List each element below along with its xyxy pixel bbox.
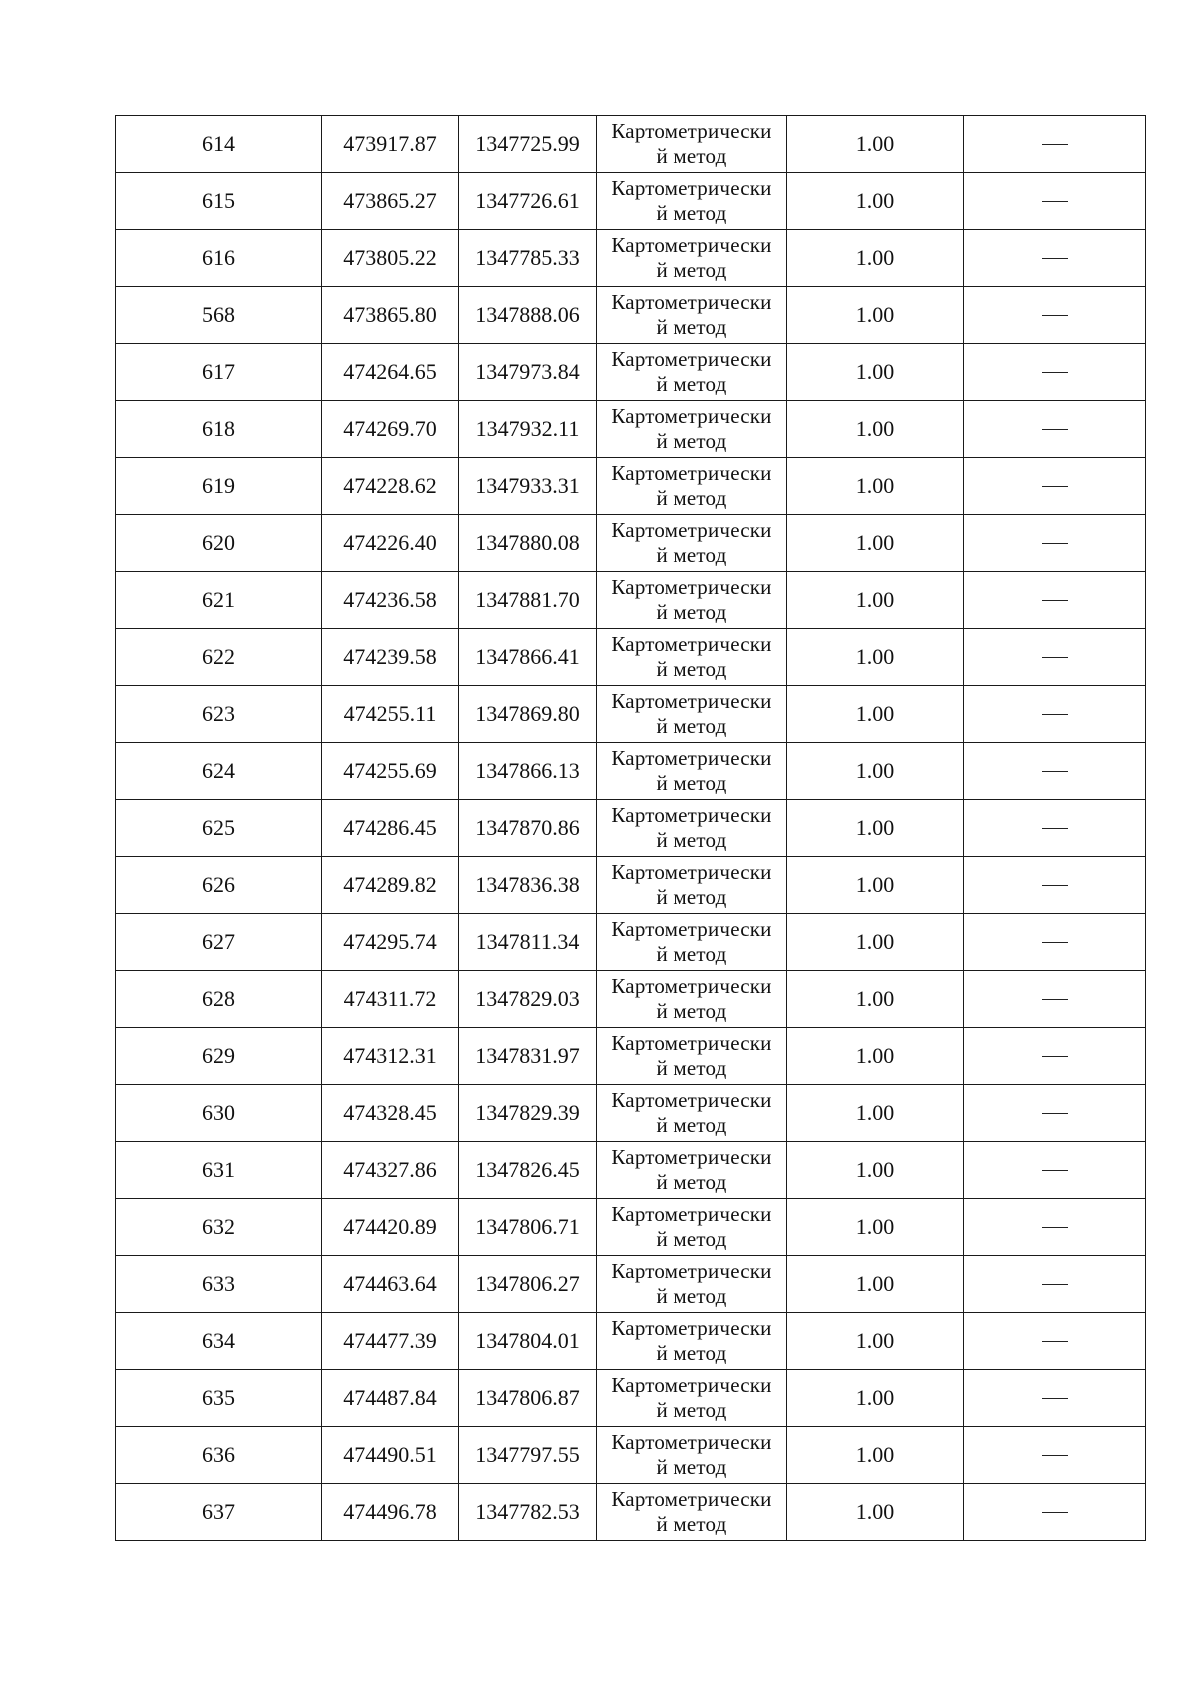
method-cell [597, 1199, 787, 1256]
method-text-line: й метод [656, 1512, 727, 1536]
note-cell [964, 230, 1146, 287]
accuracy-cell: 1.00 [787, 1370, 964, 1427]
accuracy-cell: 1.00 [787, 116, 964, 173]
method-text-line: Картометрически [611, 860, 772, 884]
method-text-line: й метод [656, 258, 727, 282]
note-cell [964, 1085, 1146, 1142]
method-cell [597, 287, 787, 344]
point-number-cell: 616 [116, 230, 322, 287]
coordinates-table [115, 115, 1146, 1541]
note-cell [964, 1427, 1146, 1484]
y-coordinate-cell: 1347829.39 [459, 1085, 597, 1142]
point-number-cell: 631 [116, 1142, 322, 1199]
y-coordinate-cell: 1347866.41 [459, 629, 597, 686]
note-cell [964, 1256, 1146, 1313]
y-coordinate-cell: 1347869.80 [459, 686, 597, 743]
y-coordinate-cell: 1347933.31 [459, 458, 597, 515]
note-cell [964, 743, 1146, 800]
table-row [116, 1370, 1146, 1427]
accuracy-cell: 1.00 [787, 344, 964, 401]
table-row [116, 230, 1146, 287]
accuracy-cell: 1.00 [787, 914, 964, 971]
note-cell [964, 857, 1146, 914]
method-cell [597, 1370, 787, 1427]
dash-mark [1042, 1170, 1068, 1171]
method-text-line: й метод [656, 543, 727, 567]
method-cell [597, 971, 787, 1028]
y-coordinate-cell: 1347826.45 [459, 1142, 597, 1199]
method-cell [597, 1484, 787, 1541]
dash-mark [1042, 885, 1068, 886]
dash-mark [1042, 1056, 1068, 1057]
method-text-line: й метод [656, 1056, 727, 1080]
note-cell [964, 1142, 1146, 1199]
table-row [116, 1427, 1146, 1484]
method-text-line: Картометрически [611, 1316, 772, 1340]
table-row [116, 116, 1146, 173]
method-cell [597, 230, 787, 287]
accuracy-cell: 1.00 [787, 1313, 964, 1370]
note-cell [964, 458, 1146, 515]
method-text-line: Картометрически [611, 290, 772, 314]
method-text-line: Картометрически [611, 1145, 772, 1169]
method-cell [597, 116, 787, 173]
y-coordinate-cell: 1347829.03 [459, 971, 597, 1028]
point-number-cell: 618 [116, 401, 322, 458]
point-number-cell: 615 [116, 173, 322, 230]
method-text-line: Картометрически [611, 689, 772, 713]
note-cell [964, 116, 1146, 173]
accuracy-cell: 1.00 [787, 1256, 964, 1313]
x-coordinate-cell: 473805.22 [322, 230, 459, 287]
dash-mark [1042, 1113, 1068, 1114]
dash-mark [1042, 600, 1068, 601]
dash-mark [1042, 999, 1068, 1000]
method-text-line: й метод [656, 1170, 727, 1194]
x-coordinate-cell: 474487.84 [322, 1370, 459, 1427]
method-text-line: Картометрически [611, 347, 772, 371]
method-cell [597, 344, 787, 401]
method-text-line: й метод [656, 372, 727, 396]
table-row [116, 1142, 1146, 1199]
dash-mark [1042, 429, 1068, 430]
dash-mark [1042, 828, 1068, 829]
dash-mark [1042, 543, 1068, 544]
dash-mark [1042, 1512, 1068, 1513]
accuracy-cell: 1.00 [787, 629, 964, 686]
method-text-line: й метод [656, 1284, 727, 1308]
table-row [116, 1199, 1146, 1256]
x-coordinate-cell: 474255.69 [322, 743, 459, 800]
accuracy-cell: 1.00 [787, 1085, 964, 1142]
method-cell [597, 629, 787, 686]
point-number-cell: 625 [116, 800, 322, 857]
x-coordinate-cell: 474490.51 [322, 1427, 459, 1484]
table-row [116, 800, 1146, 857]
method-cell [597, 515, 787, 572]
method-cell [597, 686, 787, 743]
method-text-line: Картометрически [611, 461, 772, 485]
dash-mark [1042, 1398, 1068, 1399]
note-cell [964, 800, 1146, 857]
method-cell [597, 1256, 787, 1313]
table-row [116, 629, 1146, 686]
table-row [116, 173, 1146, 230]
y-coordinate-cell: 1347806.27 [459, 1256, 597, 1313]
note-cell [964, 1313, 1146, 1370]
method-text-line: й метод [656, 714, 727, 738]
point-number-cell: 620 [116, 515, 322, 572]
accuracy-cell: 1.00 [787, 800, 964, 857]
point-number-cell: 630 [116, 1085, 322, 1142]
accuracy-cell: 1.00 [787, 515, 964, 572]
accuracy-cell: 1.00 [787, 686, 964, 743]
y-coordinate-cell: 1347806.71 [459, 1199, 597, 1256]
dash-mark [1042, 486, 1068, 487]
accuracy-cell: 1.00 [787, 1199, 964, 1256]
x-coordinate-cell: 474226.40 [322, 515, 459, 572]
method-text-line: Картометрически [611, 1088, 772, 1112]
y-coordinate-cell: 1347811.34 [459, 914, 597, 971]
point-number-cell: 624 [116, 743, 322, 800]
accuracy-cell: 1.00 [787, 173, 964, 230]
x-coordinate-cell: 474327.86 [322, 1142, 459, 1199]
method-text-line: й метод [656, 1113, 727, 1137]
point-number-cell: 627 [116, 914, 322, 971]
note-cell [964, 401, 1146, 458]
y-coordinate-cell: 1347881.70 [459, 572, 597, 629]
y-coordinate-cell: 1347806.87 [459, 1370, 597, 1427]
note-cell [964, 572, 1146, 629]
point-number-cell: 623 [116, 686, 322, 743]
table-row [116, 515, 1146, 572]
dash-mark [1042, 144, 1068, 145]
method-cell [597, 914, 787, 971]
accuracy-cell: 1.00 [787, 1142, 964, 1199]
x-coordinate-cell: 474295.74 [322, 914, 459, 971]
method-text-line: й метод [656, 144, 727, 168]
x-coordinate-cell: 474477.39 [322, 1313, 459, 1370]
method-cell [597, 458, 787, 515]
y-coordinate-cell: 1347836.38 [459, 857, 597, 914]
x-coordinate-cell: 474264.65 [322, 344, 459, 401]
note-cell [964, 971, 1146, 1028]
method-text-line: Картометрически [611, 233, 772, 257]
x-coordinate-cell: 474255.11 [322, 686, 459, 743]
method-text-line: й метод [656, 942, 727, 966]
y-coordinate-cell: 1347870.86 [459, 800, 597, 857]
accuracy-cell: 1.00 [787, 458, 964, 515]
point-number-cell: 621 [116, 572, 322, 629]
table-row [116, 1484, 1146, 1541]
note-cell [964, 1199, 1146, 1256]
dash-mark [1042, 771, 1068, 772]
y-coordinate-cell: 1347797.55 [459, 1427, 597, 1484]
x-coordinate-cell: 473917.87 [322, 116, 459, 173]
method-text-line: Картометрически [611, 917, 772, 941]
method-cell [597, 1142, 787, 1199]
method-text-line: Картометрически [611, 746, 772, 770]
note-cell [964, 173, 1146, 230]
accuracy-cell: 1.00 [787, 971, 964, 1028]
method-cell [597, 800, 787, 857]
table-row [116, 1313, 1146, 1370]
y-coordinate-cell: 1347880.08 [459, 515, 597, 572]
method-text-line: й метод [656, 657, 727, 681]
point-number-cell: 633 [116, 1256, 322, 1313]
dash-mark [1042, 315, 1068, 316]
table-row [116, 1028, 1146, 1085]
method-text-line: Картометрически [611, 1430, 772, 1454]
x-coordinate-cell: 474289.82 [322, 857, 459, 914]
point-number-cell: 614 [116, 116, 322, 173]
x-coordinate-cell: 474420.89 [322, 1199, 459, 1256]
y-coordinate-cell: 1347831.97 [459, 1028, 597, 1085]
y-coordinate-cell: 1347973.84 [459, 344, 597, 401]
method-text-line: й метод [656, 429, 727, 453]
dash-mark [1042, 1341, 1068, 1342]
accuracy-cell: 1.00 [787, 1484, 964, 1541]
method-text-line: й метод [656, 1227, 727, 1251]
method-text-line: Картометрически [611, 1202, 772, 1226]
x-coordinate-cell: 474236.58 [322, 572, 459, 629]
x-coordinate-cell: 474311.72 [322, 971, 459, 1028]
point-number-cell: 629 [116, 1028, 322, 1085]
y-coordinate-cell: 1347785.33 [459, 230, 597, 287]
method-cell [597, 1313, 787, 1370]
table-row [116, 914, 1146, 971]
method-text-line: й метод [656, 1455, 727, 1479]
y-coordinate-cell: 1347726.61 [459, 173, 597, 230]
point-number-cell: 637 [116, 1484, 322, 1541]
method-text-line: Картометрически [611, 1487, 772, 1511]
dash-mark [1042, 258, 1068, 259]
x-coordinate-cell: 473865.27 [322, 173, 459, 230]
dash-mark [1042, 657, 1068, 658]
method-text-line: Картометрически [611, 632, 772, 656]
accuracy-cell: 1.00 [787, 1028, 964, 1085]
method-text-line: й метод [656, 201, 727, 225]
x-coordinate-cell: 474496.78 [322, 1484, 459, 1541]
note-cell [964, 287, 1146, 344]
y-coordinate-cell: 1347725.99 [459, 116, 597, 173]
y-coordinate-cell: 1347932.11 [459, 401, 597, 458]
dash-mark [1042, 372, 1068, 373]
table-row [116, 458, 1146, 515]
method-text-line: Картометрически [611, 1373, 772, 1397]
method-text-line: Картометрически [611, 974, 772, 998]
y-coordinate-cell: 1347782.53 [459, 1484, 597, 1541]
method-cell [597, 1085, 787, 1142]
accuracy-cell: 1.00 [787, 857, 964, 914]
point-number-cell: 622 [116, 629, 322, 686]
method-text-line: й метод [656, 486, 727, 510]
dash-mark [1042, 1455, 1068, 1456]
method-text-line: й метод [656, 315, 727, 339]
method-text-line: Картометрически [611, 518, 772, 542]
accuracy-cell: 1.00 [787, 572, 964, 629]
x-coordinate-cell: 474269.70 [322, 401, 459, 458]
point-number-cell: 568 [116, 287, 322, 344]
table-row [116, 971, 1146, 1028]
method-cell [597, 1028, 787, 1085]
point-number-cell: 635 [116, 1370, 322, 1427]
method-text-line: й метод [656, 828, 727, 852]
note-cell [964, 629, 1146, 686]
note-cell [964, 1370, 1146, 1427]
accuracy-cell: 1.00 [787, 1427, 964, 1484]
note-cell [964, 686, 1146, 743]
method-text-line: Картометрически [611, 404, 772, 428]
method-text-line: Картометрически [611, 1031, 772, 1055]
method-text-line: Картометрически [611, 119, 772, 143]
y-coordinate-cell: 1347804.01 [459, 1313, 597, 1370]
x-coordinate-cell: 473865.80 [322, 287, 459, 344]
x-coordinate-cell: 474328.45 [322, 1085, 459, 1142]
point-number-cell: 628 [116, 971, 322, 1028]
method-text-line: й метод [656, 999, 727, 1023]
method-text-line: й метод [656, 1398, 727, 1422]
x-coordinate-cell: 474463.64 [322, 1256, 459, 1313]
point-number-cell: 619 [116, 458, 322, 515]
table-row [116, 572, 1146, 629]
note-cell [964, 914, 1146, 971]
table-row [116, 1085, 1146, 1142]
accuracy-cell: 1.00 [787, 287, 964, 344]
point-number-cell: 634 [116, 1313, 322, 1370]
table-row [116, 344, 1146, 401]
y-coordinate-cell: 1347866.13 [459, 743, 597, 800]
accuracy-cell: 1.00 [787, 230, 964, 287]
x-coordinate-cell: 474286.45 [322, 800, 459, 857]
note-cell [964, 515, 1146, 572]
method-cell [597, 401, 787, 458]
table-row [116, 743, 1146, 800]
point-number-cell: 617 [116, 344, 322, 401]
x-coordinate-cell: 474239.58 [322, 629, 459, 686]
table-row [116, 1256, 1146, 1313]
table-row [116, 401, 1146, 458]
table-row [116, 686, 1146, 743]
method-cell [597, 572, 787, 629]
dash-mark [1042, 1284, 1068, 1285]
note-cell [964, 1028, 1146, 1085]
method-text-line: Картометрически [611, 1259, 772, 1283]
accuracy-cell: 1.00 [787, 401, 964, 458]
y-coordinate-cell: 1347888.06 [459, 287, 597, 344]
point-number-cell: 632 [116, 1199, 322, 1256]
x-coordinate-cell: 474228.62 [322, 458, 459, 515]
method-text-line: й метод [656, 600, 727, 624]
point-number-cell: 636 [116, 1427, 322, 1484]
note-cell [964, 1484, 1146, 1541]
x-coordinate-cell: 474312.31 [322, 1028, 459, 1085]
method-text-line: й метод [656, 771, 727, 795]
accuracy-cell: 1.00 [787, 743, 964, 800]
dash-mark [1042, 1227, 1068, 1228]
table-row [116, 287, 1146, 344]
note-cell [964, 344, 1146, 401]
table-row [116, 857, 1146, 914]
method-text-line: Картометрически [611, 575, 772, 599]
point-number-cell: 626 [116, 857, 322, 914]
dash-mark [1042, 201, 1068, 202]
dash-mark [1042, 942, 1068, 943]
method-cell [597, 743, 787, 800]
method-cell [597, 857, 787, 914]
method-cell [597, 173, 787, 230]
method-text-line: Картометрически [611, 176, 772, 200]
method-text-line: й метод [656, 1341, 727, 1365]
dash-mark [1042, 714, 1068, 715]
method-cell [597, 1427, 787, 1484]
coordinates-table-body [116, 116, 1146, 1541]
method-text-line: Картометрически [611, 803, 772, 827]
method-text-line: й метод [656, 885, 727, 909]
